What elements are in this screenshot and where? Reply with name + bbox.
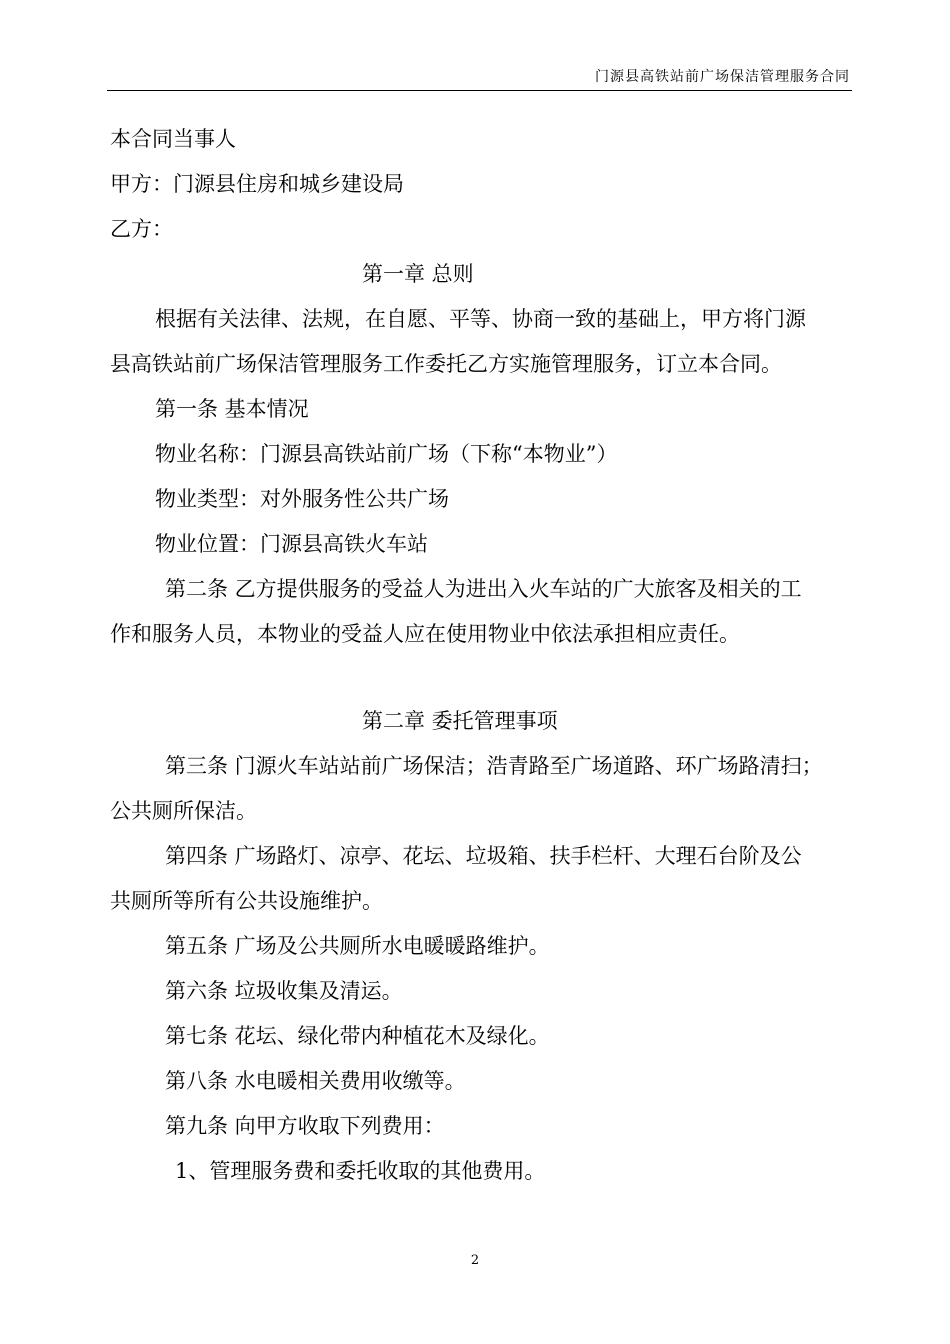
intro-line-2: 县高铁站前广场保洁管理服务工作委托乙方实施管理服务，订立本合同。 xyxy=(110,352,782,376)
fee-item-1: 1、管理服务费和委托收取的其他费用。 xyxy=(175,1159,546,1183)
article-1-title: 第一条 基本情况 xyxy=(155,397,309,421)
article-2-line-2: 作和服务人员，本物业的受益人应在使用物业中依法承担相应责任。 xyxy=(110,622,740,646)
party-a: 甲方：门源县住房和城乡建设局 xyxy=(110,172,404,196)
article-4-line-1: 第四条 广场路灯、凉亭、花坛、垃圾箱、扶手栏杆、大理石台阶及公 xyxy=(165,844,802,868)
article-8: 第八条 水电暖相关费用收缴等。 xyxy=(165,1069,466,1093)
parties-heading: 本合同当事人 xyxy=(110,127,236,151)
article-6: 第六条 垃圾收集及清运。 xyxy=(165,979,403,1003)
article-2-line-1: 第二条 乙方提供服务的受益人为进出入火车站的广大旅客及相关的工 xyxy=(165,577,802,601)
chapter-1-title: 第一章 总则 xyxy=(362,262,474,286)
party-b: 乙方： xyxy=(110,217,173,241)
page-number: 2 xyxy=(470,1253,480,1268)
article-3-line-2: 公共厕所保洁。 xyxy=(110,799,257,823)
article-5: 第五条 广场及公共厕所水电暖暖路维护。 xyxy=(165,934,550,958)
article-3-line-1: 第三条 门源火车站站前广场保洁；浩青路至广场道路、环广场路清扫； xyxy=(165,754,823,778)
intro-line-1: 根据有关法律、法规，在自愿、平等、协商一致的基础上，甲方将门源 xyxy=(155,307,806,331)
header-title: 门源县高铁站前广场保洁管理服务合同 xyxy=(595,69,850,85)
article-7: 第七条 花坛、绿化带内种植花木及绿化。 xyxy=(165,1024,550,1048)
article-9: 第九条 向甲方收取下列费用： xyxy=(165,1114,445,1138)
chapter-2-title: 第二章 委托管理事项 xyxy=(362,709,558,733)
property-name: 物业名称：门源县高铁站前广场（下称“本物业”） xyxy=(155,442,618,466)
header-divider xyxy=(107,90,852,91)
article-4-line-2: 共厕所等所有公共设施维护。 xyxy=(110,889,383,913)
property-location: 物业位置：门源县高铁火车站 xyxy=(155,532,428,556)
property-type: 物业类型：对外服务性公共广场 xyxy=(155,487,449,511)
